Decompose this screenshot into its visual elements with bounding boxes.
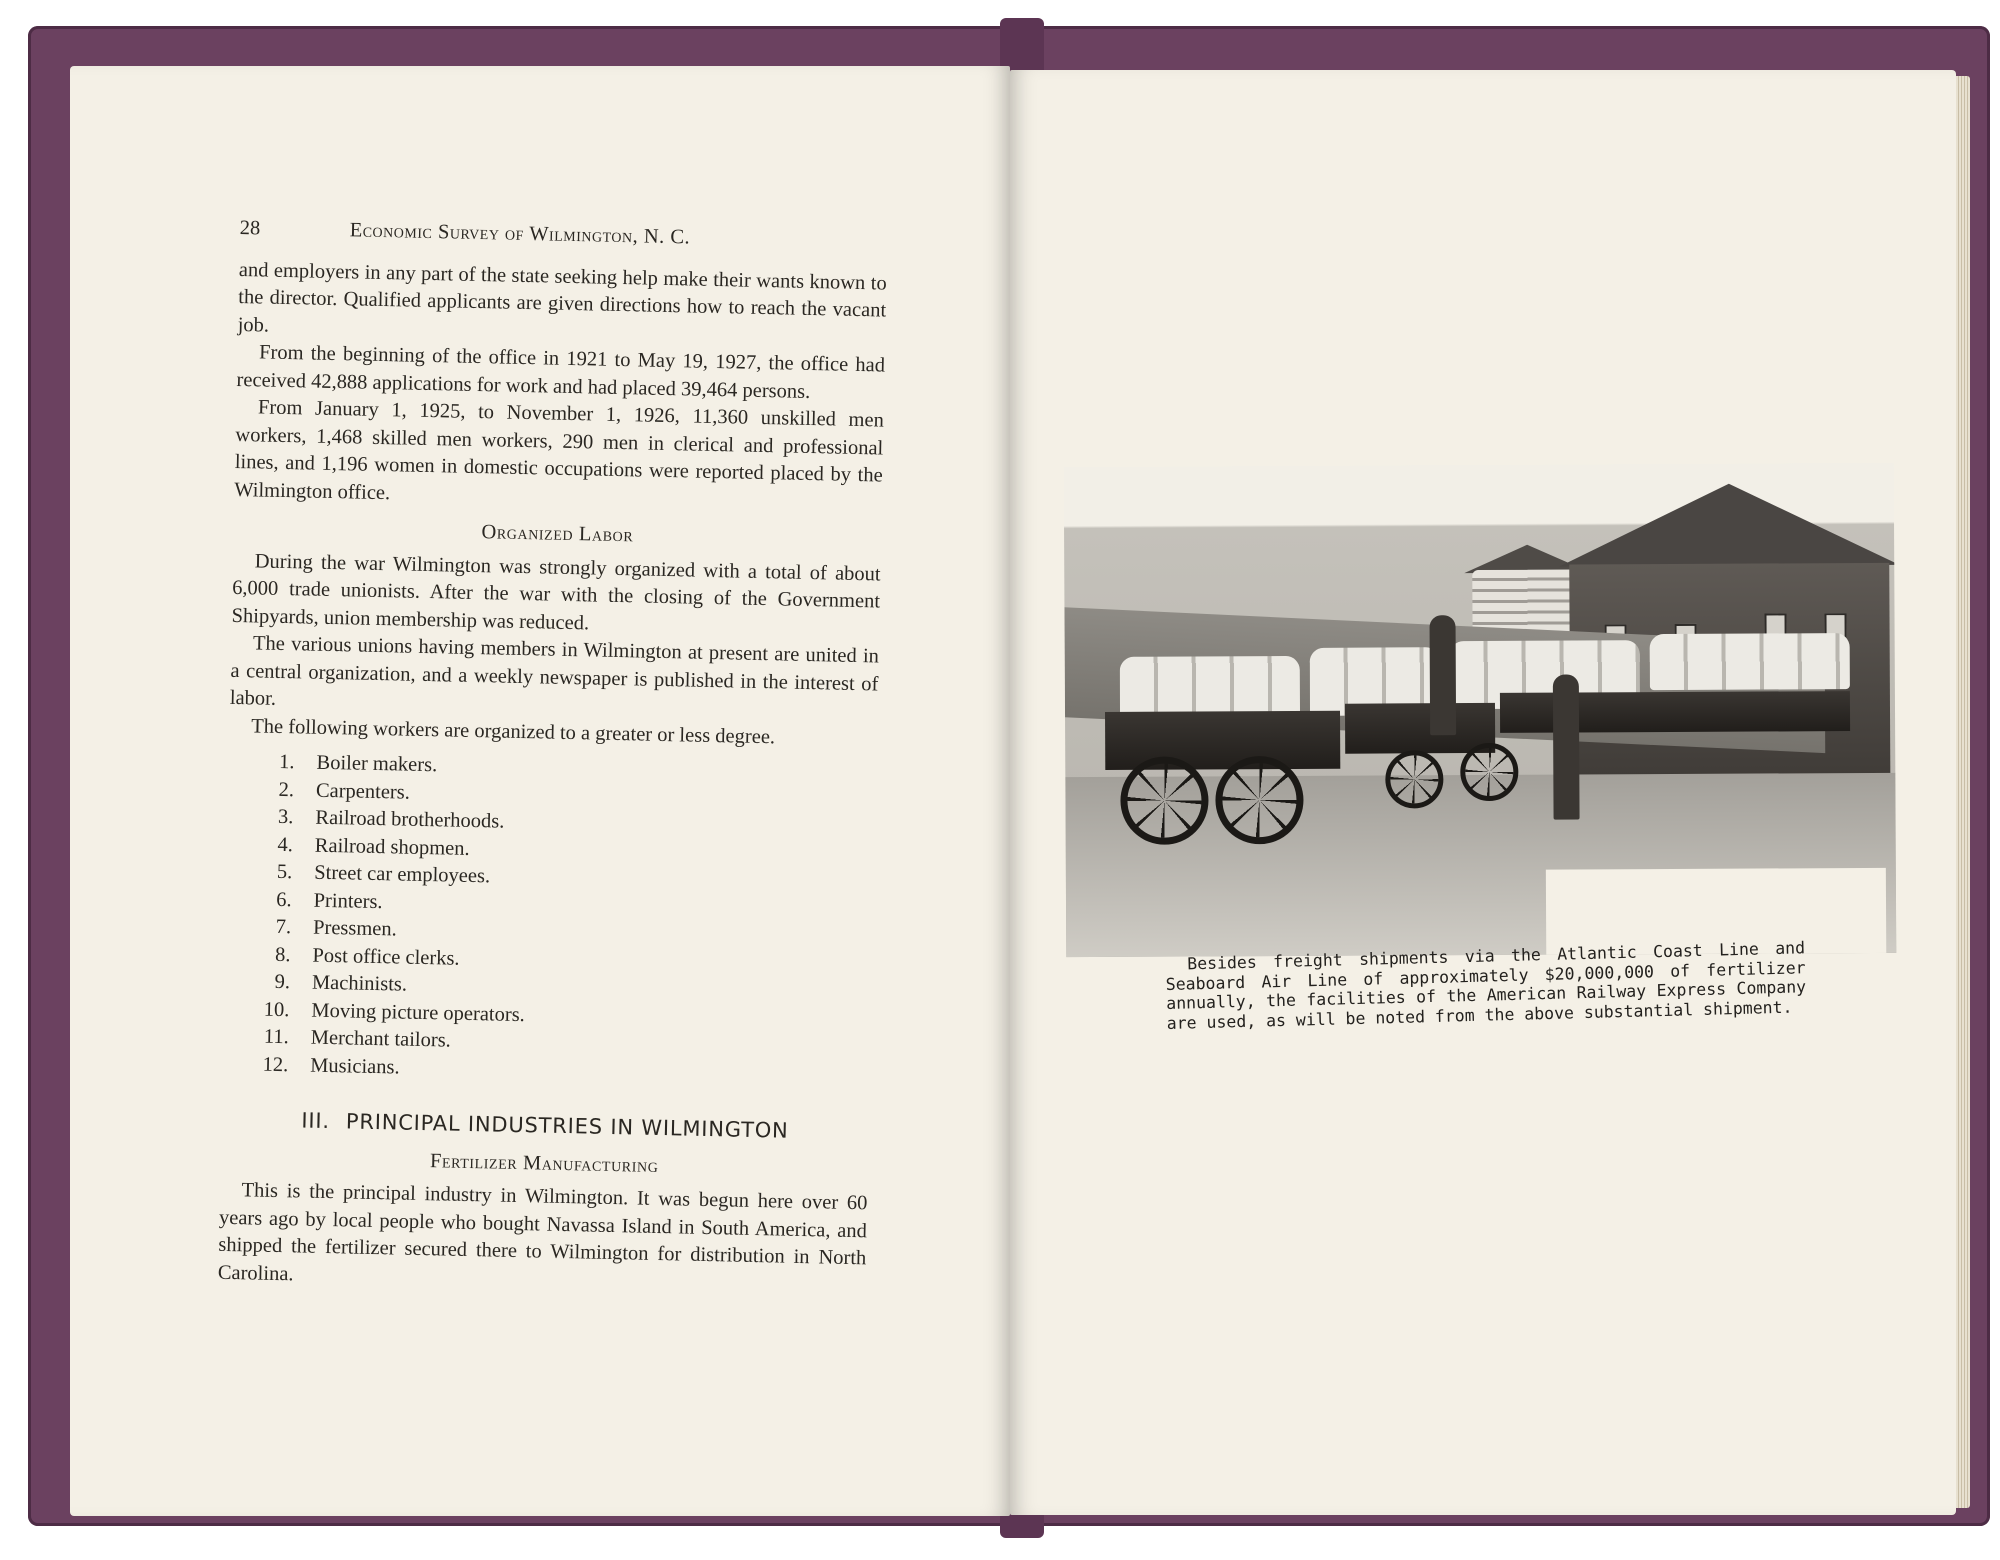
list-item-number: 3. — [277, 805, 294, 829]
list-item-label: Moving picture operators. — [311, 999, 526, 1026]
paragraph: and employers in any part of the state seeking help make their wants known to the director. Qualified applicants are given directions how to reach the vacant job. — [237, 258, 887, 337]
man-figure — [1430, 615, 1457, 735]
paragraph: This is the principal industry in Wilmington. It was begun here over 60 years ago by local people who bought Navassa Island in South America, and shipped the fertilizer secured there to Wilmington for distribution in North Carolina. — [217, 1179, 868, 1285]
list-item-number: 8. — [274, 943, 291, 966]
cart-wheel — [1460, 743, 1518, 801]
section-heading-organized-labor: Organized Labor — [481, 521, 634, 547]
list-item-label: Pressmen. — [312, 916, 398, 941]
list-item-label: Machinists. — [311, 971, 408, 996]
list-item-label: Musicians. — [309, 1054, 400, 1079]
chapter-number: III. — [301, 1108, 331, 1134]
chapter-title: PRINCIPAL INDUSTRIES IN WILMINGTON — [345, 1109, 789, 1143]
list-item-label: Railroad shopmen. — [314, 834, 470, 860]
section-heading-fertilizer: Fertilizer Manufacturing — [429, 1149, 659, 1177]
list-item-label: Post office clerks. — [312, 944, 460, 970]
running-title: Economic Survey of Wilmington, N. C. — [349, 219, 691, 249]
list-item-number: 7. — [275, 915, 292, 939]
freight-photograph — [1064, 463, 1897, 957]
list-item-number: 4. — [277, 833, 294, 856]
depot-roof — [1559, 483, 1896, 567]
baggage-cart — [1345, 703, 1495, 754]
list-item-label: Merchant tailors. — [310, 1026, 452, 1052]
list-item-label: Carpenters. — [315, 779, 411, 804]
left-page-text — [218, 215, 888, 1300]
cart-wheel — [1385, 750, 1443, 808]
list-item-number: 11. — [263, 1025, 290, 1049]
paragraph: During the war Wilmington was strongly organized with a total of about 6,000 trade unionists. After the war with the closing of the Government Shipyards, union membership was reduced. — [231, 549, 881, 634]
cart-wheel — [1215, 756, 1303, 844]
list-item-label: Printers. — [313, 889, 383, 913]
fertilizer-sacks — [1650, 633, 1850, 690]
list-item-label: Railroad brotherhoods. — [315, 806, 505, 833]
paragraph: The following workers are organized to a greater or less degree. — [251, 714, 776, 748]
paragraph: From January 1, 1925, to November 1, 1926, 11,360 unskilled men workers, 1,468 skilled men workers, 290 men in clerical and professional lines, and 1,196 women in domestic occupations were reported placed by the Wilmington office. — [234, 396, 885, 504]
list-item-label: Boiler makers. — [316, 751, 438, 777]
list-item-number: 1. — [278, 750, 295, 774]
list-item-number: 6. — [276, 888, 292, 911]
list-item-number: 2. — [278, 778, 295, 801]
list-item-number: 12. — [262, 1053, 289, 1076]
list-item-label: Street car employees. — [314, 861, 491, 888]
paragraph: The various unions having members in Wilmington at present are united in a central organization, and a weekly newspaper is published in the interest of labor. — [229, 632, 880, 710]
man-figure — [1553, 674, 1580, 819]
list-item-number: 10. — [263, 998, 290, 1021]
page-number: 28 — [239, 216, 261, 240]
page-edges — [1956, 76, 1970, 1508]
chapter-heading — [221, 1106, 869, 1147]
list-item-number: 9. — [274, 970, 291, 994]
paragraph: From the beginning of the office in 1921 to May 19, 1927, the office had received 42,888 applications for work and had placed 39,464 persons. — [236, 341, 886, 403]
organized-workers-list — [222, 748, 877, 1091]
baggage-cart — [1105, 711, 1340, 770]
cart-wheel — [1120, 756, 1208, 844]
photo-caption: Besides freight shipments via the Atlantic Coast Line and Seaboard Air Line of approximately $20,000,000 of fertilizer annually, the facilities of the American Railway Express Company are used, as will be noted from the above substantial shipment. — [1165, 938, 1807, 1033]
list-item-number: 5. — [276, 860, 293, 884]
